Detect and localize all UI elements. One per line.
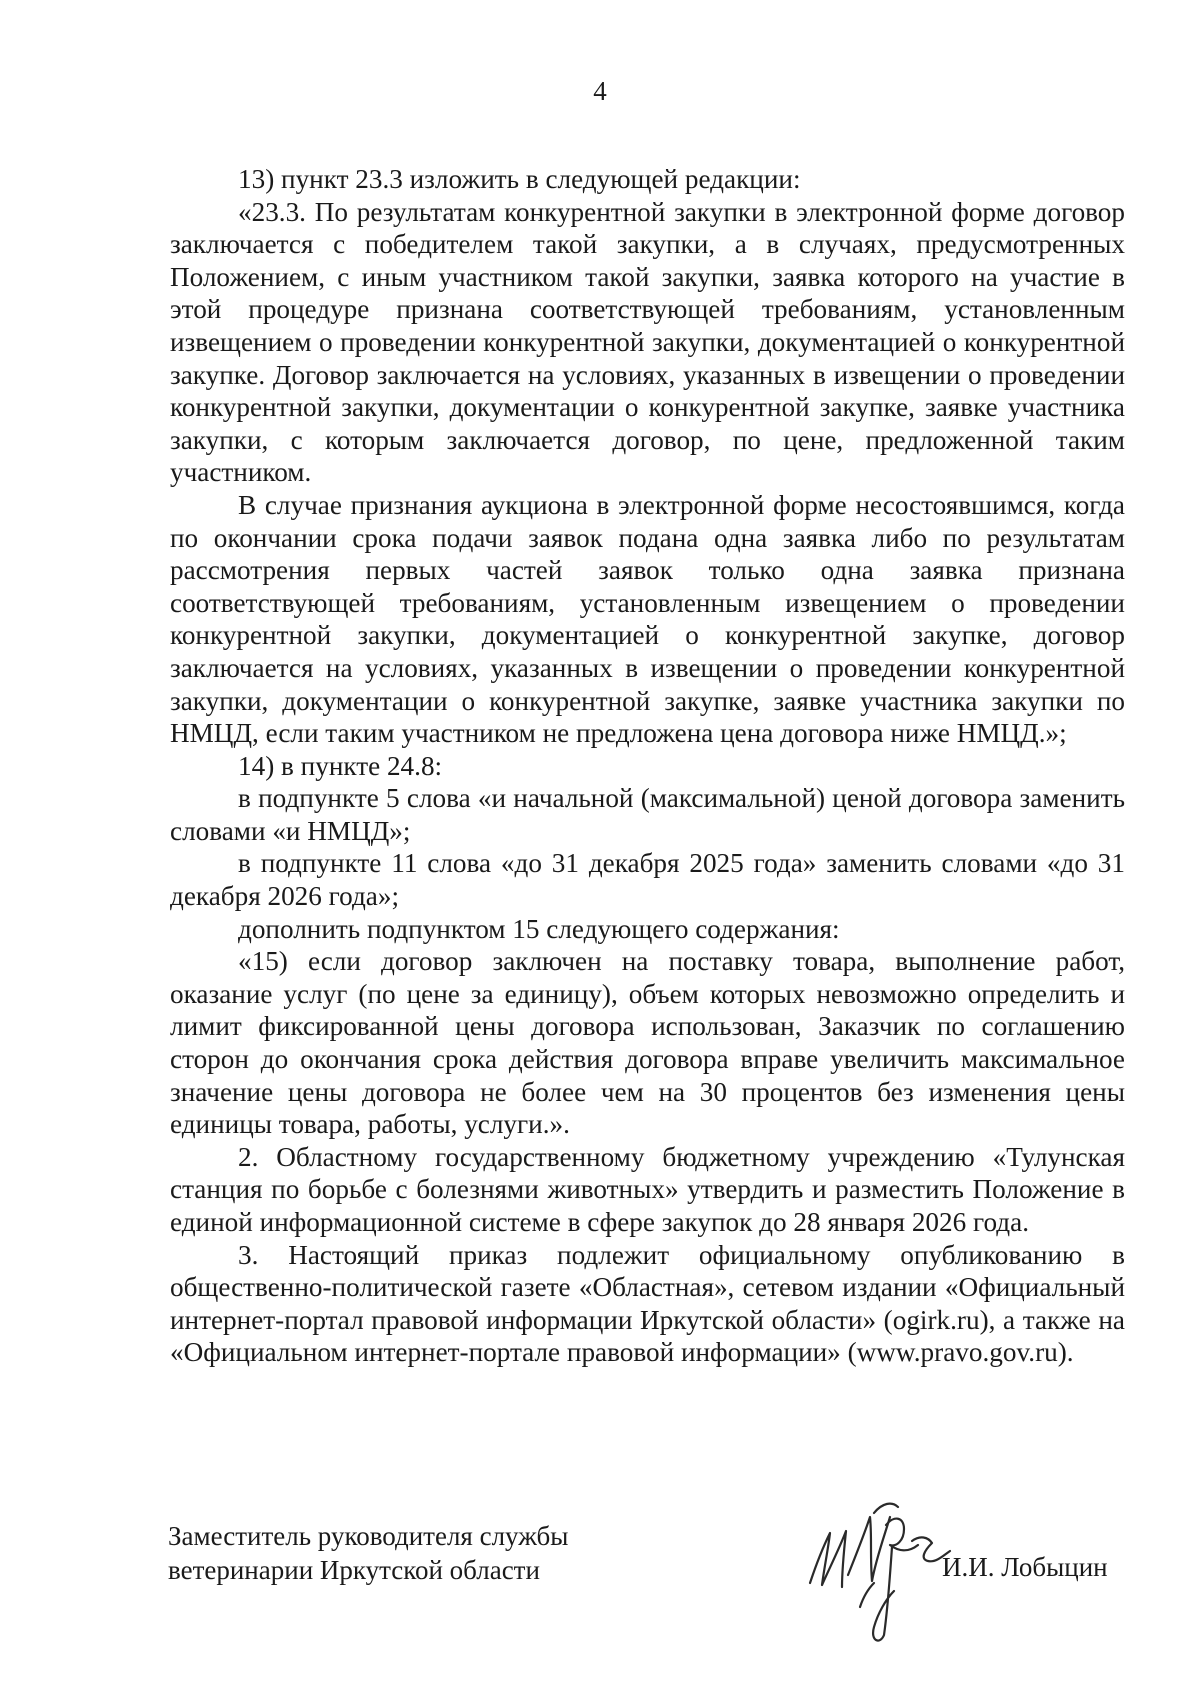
item-14-heading: 14) в пункте 24.8: <box>238 750 443 781</box>
clause-23-3-text: «23.3. По результатам конкурентной закупки в электронной форме договор заключается с победителем такой закупки, а в случаях, предусмотренных Положением, с иным участником такой закупки, заявка которого на участие в этой процедуре признана соответствующей требованиям, установленным извещением о проведении конкурентной закупки, документацией о конкурентной закупке. Договор заключается на условиях, указанных в извещении о проведении конкурентной закупки, документации о конкурентной закупке, заявке участника закупки, с которым заключается договор, по цене, предложенной таким участником. <box>170 196 1125 488</box>
signatory-title-line-1: Заместитель руководителя службы <box>168 1521 569 1551</box>
signatory-title <box>168 1519 568 1587</box>
page-number: 4 <box>593 76 607 106</box>
auction-failed-paragraph: В случае признания аукциона в электронной форме несостоявшимся, когда по окончании срока подачи заявок подана одна заявка либо по результатам рассмотрения первых частей заявок только одна заявка признана соответствующей требованиям, установленным извещением о проведении конкурентной закупки, документацией о конкурентной закупке, договор заключается на условиях, указанных в извещении о проведении конкурентной закупки, документации о конкурентной закупке, заявке участника закупки по НМЦД, если таким участником не предложена цена договора ниже НМЦД.»; <box>170 489 1125 749</box>
subitem-11-amendment: в подпункте 11 слова «до 31 декабря 2025 года» заменить словами «до 31 декабря 2026 года»; <box>170 848 1125 912</box>
item-13-heading: 13) пункт 23.3 изложить в следующей редакции: <box>238 164 801 194</box>
document-body <box>170 163 1125 1369</box>
subitem-5-amendment: в подпункте 5 слова «и начальной (максимальной) ценой договора заменить словами «и НМЦД»; <box>170 783 1125 846</box>
signer-name: И.И. Лобыцин <box>942 1552 1108 1582</box>
section-3-paragraph: 3. Настоящий приказ подлежит официальному опубликованию в общественно-политической газете «Областная», сетевом издании «Официальный интернет-портал правовой информации Иркутской области» (ogirk.ru), а также на «Официальном интернет-портале правовой информации» (www.pravo.gov.ru). <box>170 1239 1125 1368</box>
subitem-15-intro: дополнить подпунктом 15 следующего содержания: <box>238 913 840 944</box>
signatory-title-line-2: ветеринарии Иркутской области <box>168 1555 540 1585</box>
section-2-paragraph: 2. Областному государственному бюджетному учреждению «Тулунская станция по борьбе с болезнями животных» утвердить и разместить Положение в единой информационной системе в сфере закупок до 28 января 2026 года. <box>170 1141 1125 1237</box>
subitem-15-text: «15) если договор заключен на поставку товара, выполнение работ, оказание услуг (по цене за единицу), объем которых невозможно определить и лимит фиксированной цены договора использован, Заказчик по соглашению сторон до окончания срока действия договора вправе увеличить максимальное значение цены договора не более чем на 30 процентов без изменения цены единицы товара, работы, услуги.». <box>170 946 1125 1140</box>
